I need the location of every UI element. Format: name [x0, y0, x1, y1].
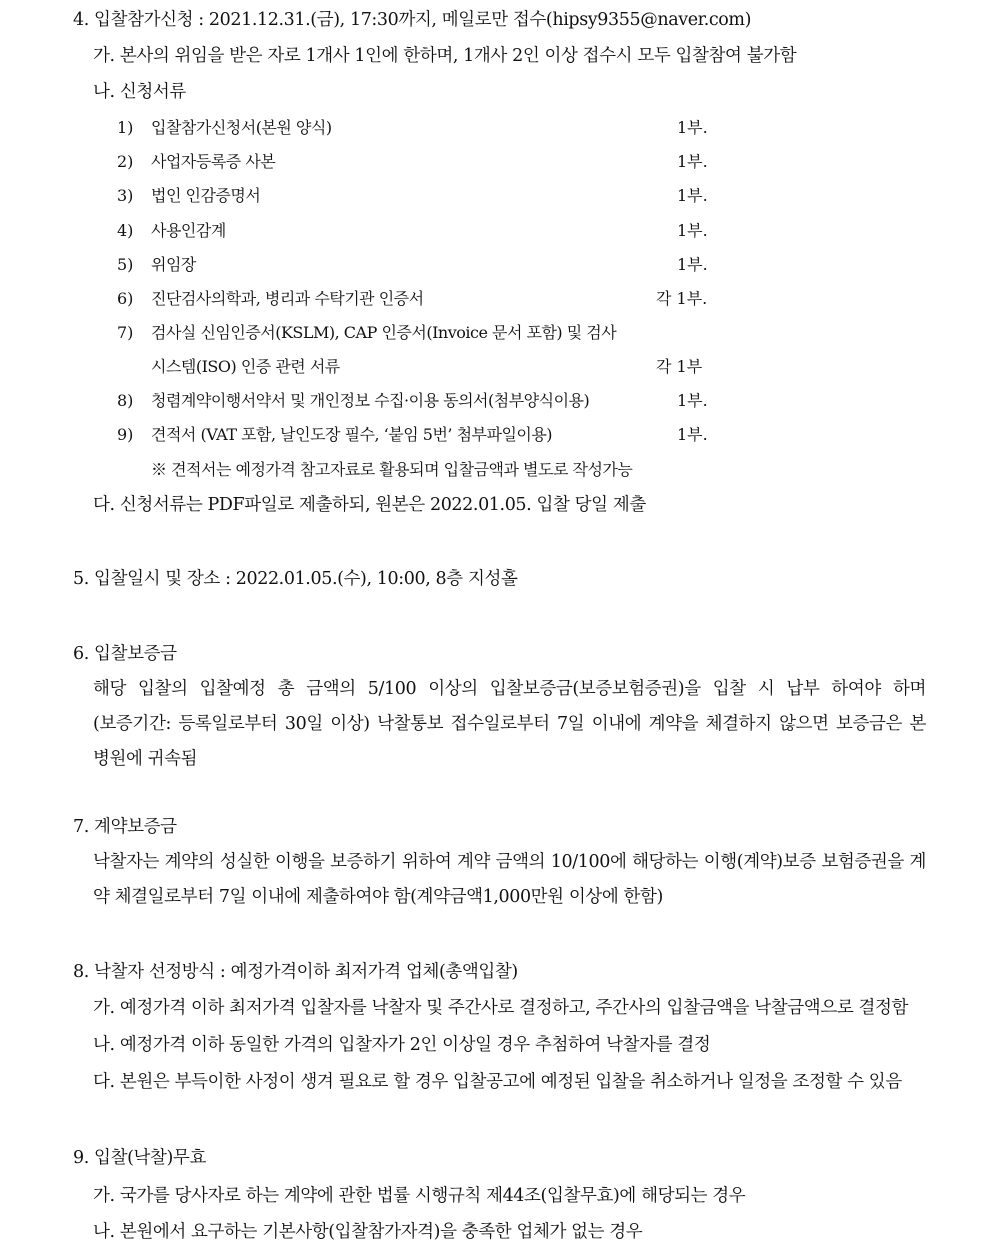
doc-5-name: 위임장 [151, 255, 196, 274]
doc-2-number: 2) [117, 152, 134, 171]
doc-7-qty: 각 1부 [656, 357, 703, 376]
doc-4-name: 사용인감계 [151, 221, 226, 240]
section-4-item-ga: 가. 본사의 위임을 받은 자로 1개사 1인에 한하며, 1개사 2인 이상 접수시 모두 입찰참여 불가함 [93, 46, 797, 66]
section-9-item-na: 나. 본원에서 요구하는 기본사항(입찰참가자격)을 충족한 업체가 없는 경우 [93, 1222, 643, 1242]
doc-8-name: 청렴계약이행서약서 및 개인정보 수집·이용 동의서(첨부양식이용) [151, 391, 590, 410]
doc-3-qty: 1부. [677, 186, 708, 205]
doc-8-number: 8) [117, 391, 134, 410]
section-6-body-line-2: (보증기간: 등록일로부터 30일 이상) 낙찰통보 접수일로부터 7일 이내에 계약을 체결하지 않으면 보증금은 본 [93, 714, 926, 734]
estimate-note: ※ 견적서는 예정가격 참고자료로 활용되며 입찰금액과 별도로 작성가능 [151, 460, 633, 479]
section-7-body-line-2: 약 체결일로부터 7일 이내에 제출하여야 함(계약금액1,000만원 이상에 한함) [93, 887, 663, 907]
doc-5-number: 5) [117, 255, 134, 274]
section-4-heading: 4. 입찰참가신청 : 2021.12.31.(금), 17:30까지, 메일로만 접수(hipsy9355@naver.com) [73, 10, 752, 30]
doc-3-number: 3) [117, 186, 134, 205]
doc-7-name-continued: 시스템(ISO) 인증 관련 서류 [151, 357, 340, 376]
doc-9-number: 9) [117, 425, 134, 444]
doc-5-qty: 1부. [677, 255, 708, 274]
doc-6-qty: 각 1부. [656, 289, 708, 308]
doc-3-name: 법인 인감증명서 [151, 186, 261, 205]
section-9-heading: 9. 입찰(낙찰)무효 [73, 1148, 206, 1168]
doc-6-name: 진단검사의학과, 병리과 수탁기관 인증서 [151, 289, 424, 308]
doc-1-name: 입찰참가신청서(본원 양식) [151, 118, 332, 137]
doc-9-name: 견적서 (VAT 포함, 날인도장 필수, ‘붙임 5번’ 첨부파일이용) [151, 425, 553, 444]
section-9-item-ga: 가. 국가를 당사자로 하는 계약에 관한 법률 시행규칙 제44조(입찰무효)에 해당되는 경우 [93, 1186, 746, 1206]
section-8-item-ga: 가. 예정가격 이하 최저가격 입찰자를 낙찰자 및 주간사로 결정하고, 주간사의 입찰금액을 낙찰금액으로 결정함 [93, 998, 909, 1018]
doc-2-qty: 1부. [677, 152, 708, 171]
section-8-heading: 8. 낙찰자 선정방식 : 예정가격이하 최저가격 업체(총액입찰) [73, 962, 518, 982]
doc-9-qty: 1부. [677, 425, 708, 444]
doc-1-number: 1) [117, 118, 134, 137]
doc-4-number: 4) [117, 221, 134, 240]
section-4-item-da: 다. 신청서류는 PDF파일로 제출하되, 원본은 2022.01.05. 입찰 당일 제출 [93, 495, 646, 515]
section-4-item-na: 나. 신청서류 [93, 82, 186, 102]
section-6-body-line-3: 병원에 귀속됨 [93, 749, 198, 769]
section-6-body-line-1: 해당 입찰의 입찰예정 총 금액의 5/100 이상의 입찰보증금(보증보험증권)을 입찰 시 납부 하여야 하며 [93, 679, 926, 699]
section-8-item-na: 나. 예정가격 이하 동일한 가격의 입찰자가 2인 이상일 경우 추첨하여 낙찰자를 결정 [93, 1035, 711, 1055]
doc-8-qty: 1부. [677, 391, 708, 410]
section-5-heading: 5. 입찰일시 및 장소 : 2022.01.05.(수), 10:00, 8층 지성홀 [73, 569, 518, 589]
doc-2-name: 사업자등록증 사본 [151, 152, 276, 171]
section-7-body-line-1: 낙찰자는 계약의 성실한 이행을 보증하기 위하여 계약 금액의 10/100에 해당하는 이행(계약)보증 보험증권을 계 [93, 852, 926, 872]
doc-4-qty: 1부. [677, 221, 708, 240]
doc-7-number: 7) [117, 323, 134, 342]
doc-1-qty: 1부. [677, 118, 708, 137]
section-6-heading: 6. 입찰보증금 [73, 644, 177, 664]
section-8-item-da: 다. 본원은 부득이한 사정이 생겨 필요로 할 경우 입찰공고에 예정된 입찰을 취소하거나 일정을 조정할 수 있음 [93, 1072, 902, 1092]
doc-7-name: 검사실 신임인증서(KSLM), CAP 인증서(Invoice 문서 포함) 및 검사 [151, 323, 617, 342]
section-7-heading: 7. 계약보증금 [73, 817, 177, 837]
doc-6-number: 6) [117, 289, 134, 308]
